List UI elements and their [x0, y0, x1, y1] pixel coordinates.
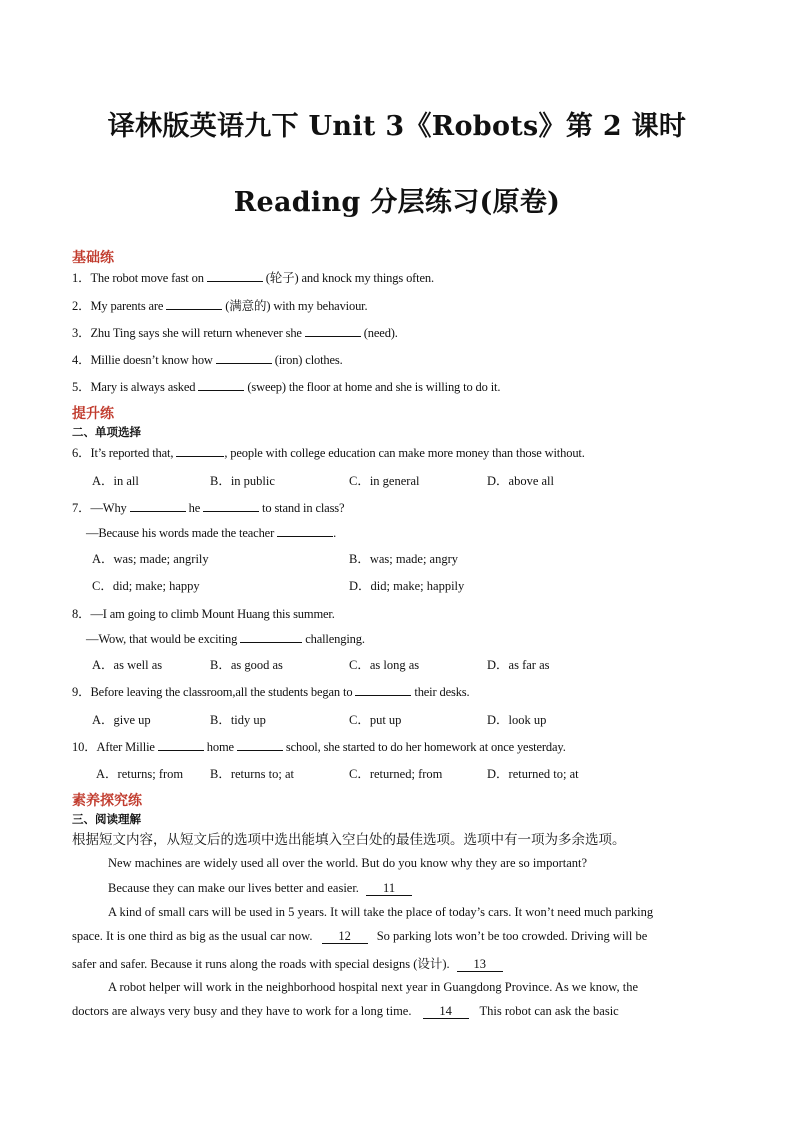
page-title: 译林版英语九下 Unit 3《Robots》第 2 课时 [107, 111, 687, 142]
option-c[interactable]: C．put up [349, 713, 402, 727]
question-text: their desks. [411, 685, 470, 699]
option-b[interactable]: B．was; made; angry [349, 552, 459, 566]
reading-instruction: 根据短文内容，从短文后的选项中选出能填入空白处的最佳选项。选项中有一项为多余选项。 [72, 832, 626, 848]
answer-blank-11[interactable]: 11 [366, 882, 412, 896]
option-d[interactable]: D．look up [487, 713, 547, 727]
question-text: home [203, 740, 237, 754]
question-text: (满意的) with my behaviour. [222, 299, 368, 313]
section-heading-literacy: 素养探究练 [72, 793, 142, 809]
question-text: 4．Millie doesn’t know how [72, 353, 216, 367]
question-4 [72, 350, 343, 368]
answer-blank[interactable] [130, 499, 186, 512]
question-text: —Wow, that would be exciting [86, 632, 241, 646]
question-text: . [333, 526, 337, 540]
answer-blank-12[interactable]: 12 [322, 930, 368, 944]
question-text: 1．The robot move fast on [72, 271, 207, 285]
option-d[interactable]: D．returned to; at [487, 767, 579, 781]
passage-line [108, 881, 412, 896]
question-text: 3．Zhu Ting says she will return whenever she [72, 326, 305, 340]
option-c[interactable]: C．as long as [349, 658, 420, 672]
passage-text: space. It is one third as big as the usual car now. [72, 929, 313, 943]
option-b[interactable]: B．tidy up [210, 713, 266, 727]
option-a[interactable]: A．returns; from [96, 767, 184, 781]
question-1 [72, 268, 434, 286]
section-heading-advanced: 提升练 [72, 406, 114, 422]
question-6 [72, 443, 585, 461]
answer-blank-14[interactable]: 14 [423, 1005, 469, 1019]
option-b[interactable]: B．as good as [210, 658, 283, 672]
page-subtitle: Reading 分层练习(原卷) [233, 187, 561, 218]
question-9 [72, 682, 470, 700]
sub-heading-multiple-choice: 二、单项选择 [72, 425, 141, 439]
answer-blank[interactable] [237, 738, 283, 751]
option-d[interactable]: D．did; make; happily [349, 579, 465, 593]
option-c[interactable]: C．returned; from [349, 767, 443, 781]
passage-text: Because they can make our lives better and easier. [108, 881, 359, 895]
answer-blank[interactable] [198, 378, 244, 391]
answer-blank[interactable] [176, 444, 224, 457]
question-text: 7．—Why [72, 501, 130, 515]
question-7-response [86, 524, 336, 541]
section-heading-basic: 基础练 [72, 250, 114, 266]
option-a[interactable]: A．as well as [92, 658, 163, 672]
question-text: 5．Mary is always asked [72, 380, 199, 394]
question-text: —Because his words made the teacher [86, 526, 278, 540]
question-text: 9．Before leaving the classroom,all the students began to [72, 685, 356, 699]
option-a[interactable]: A．give up [92, 713, 151, 727]
passage-line: New machines are widely used all over the world. But do you know why they are so important? [108, 856, 588, 870]
answer-blank[interactable] [305, 324, 361, 337]
passage-line [72, 929, 647, 944]
question-3 [72, 323, 398, 341]
question-text: , people with college education can make more money than those without. [224, 446, 585, 460]
sub-heading-reading: 三、阅读理解 [72, 812, 141, 826]
answer-blank[interactable] [158, 738, 204, 751]
question-text: school, she started to do her homework at once yesterday. [282, 740, 566, 754]
question-10 [72, 737, 566, 755]
question-text: 10．After Millie [72, 740, 158, 754]
answer-blank[interactable] [203, 499, 259, 512]
question-text: 2．My parents are [72, 299, 167, 313]
passage-line: A kind of small cars will be used in 5 years. It will take the place of today’s cars. It won’t need much parking [108, 905, 654, 919]
option-d[interactable]: D．as far as [487, 658, 550, 672]
question-text: challenging. [302, 632, 365, 646]
question-text: (need). [360, 326, 398, 340]
answer-blank[interactable] [277, 524, 333, 537]
option-b[interactable]: B．returns to; at [210, 767, 295, 781]
option-c[interactable]: C．did; make; happy [92, 579, 200, 593]
option-a[interactable]: A．in all [92, 474, 139, 488]
question-text: to stand in class? [259, 501, 345, 515]
answer-blank-13[interactable]: 13 [457, 958, 503, 972]
option-b[interactable]: B．in public [210, 474, 275, 488]
question-text: (iron) clothes. [271, 353, 343, 367]
question-7 [72, 498, 344, 516]
question-2 [72, 296, 368, 314]
question-8: 8．—I am going to climb Mount Huang this summer. [72, 607, 335, 621]
passage-line: A robot helper will work in the neighborhood hospital next year in Guangdong Province. As we know, the [108, 980, 638, 994]
question-8-response [86, 630, 365, 647]
answer-blank[interactable] [216, 351, 272, 364]
passage-text: This robot can ask the basic [479, 1004, 619, 1018]
answer-blank[interactable] [207, 269, 263, 282]
passage-text: doctors are always very busy and they have to work for a long time. [72, 1004, 412, 1018]
passage-text: So parking lots won’t be too crowded. Driving will be [376, 929, 648, 943]
answer-blank[interactable] [166, 297, 222, 310]
answer-blank[interactable] [240, 630, 302, 643]
question-text: (sweep) the floor at home and she is willing to do it. [244, 380, 501, 394]
passage-line [72, 1004, 619, 1019]
question-text: 6．It’s reported that, [72, 446, 177, 460]
option-c[interactable]: C．in general [349, 474, 420, 488]
passage-line [72, 954, 503, 972]
answer-blank[interactable] [355, 683, 411, 696]
question-text: (轮子) and knock my things often. [262, 271, 434, 285]
option-a[interactable]: A．was; made; angrily [92, 552, 209, 566]
option-d[interactable]: D．above all [487, 474, 554, 488]
passage-text: safer and safer. Because it runs along the roads with special designs (设计). [72, 957, 450, 971]
question-5 [72, 377, 500, 395]
question-text: he [185, 501, 204, 515]
